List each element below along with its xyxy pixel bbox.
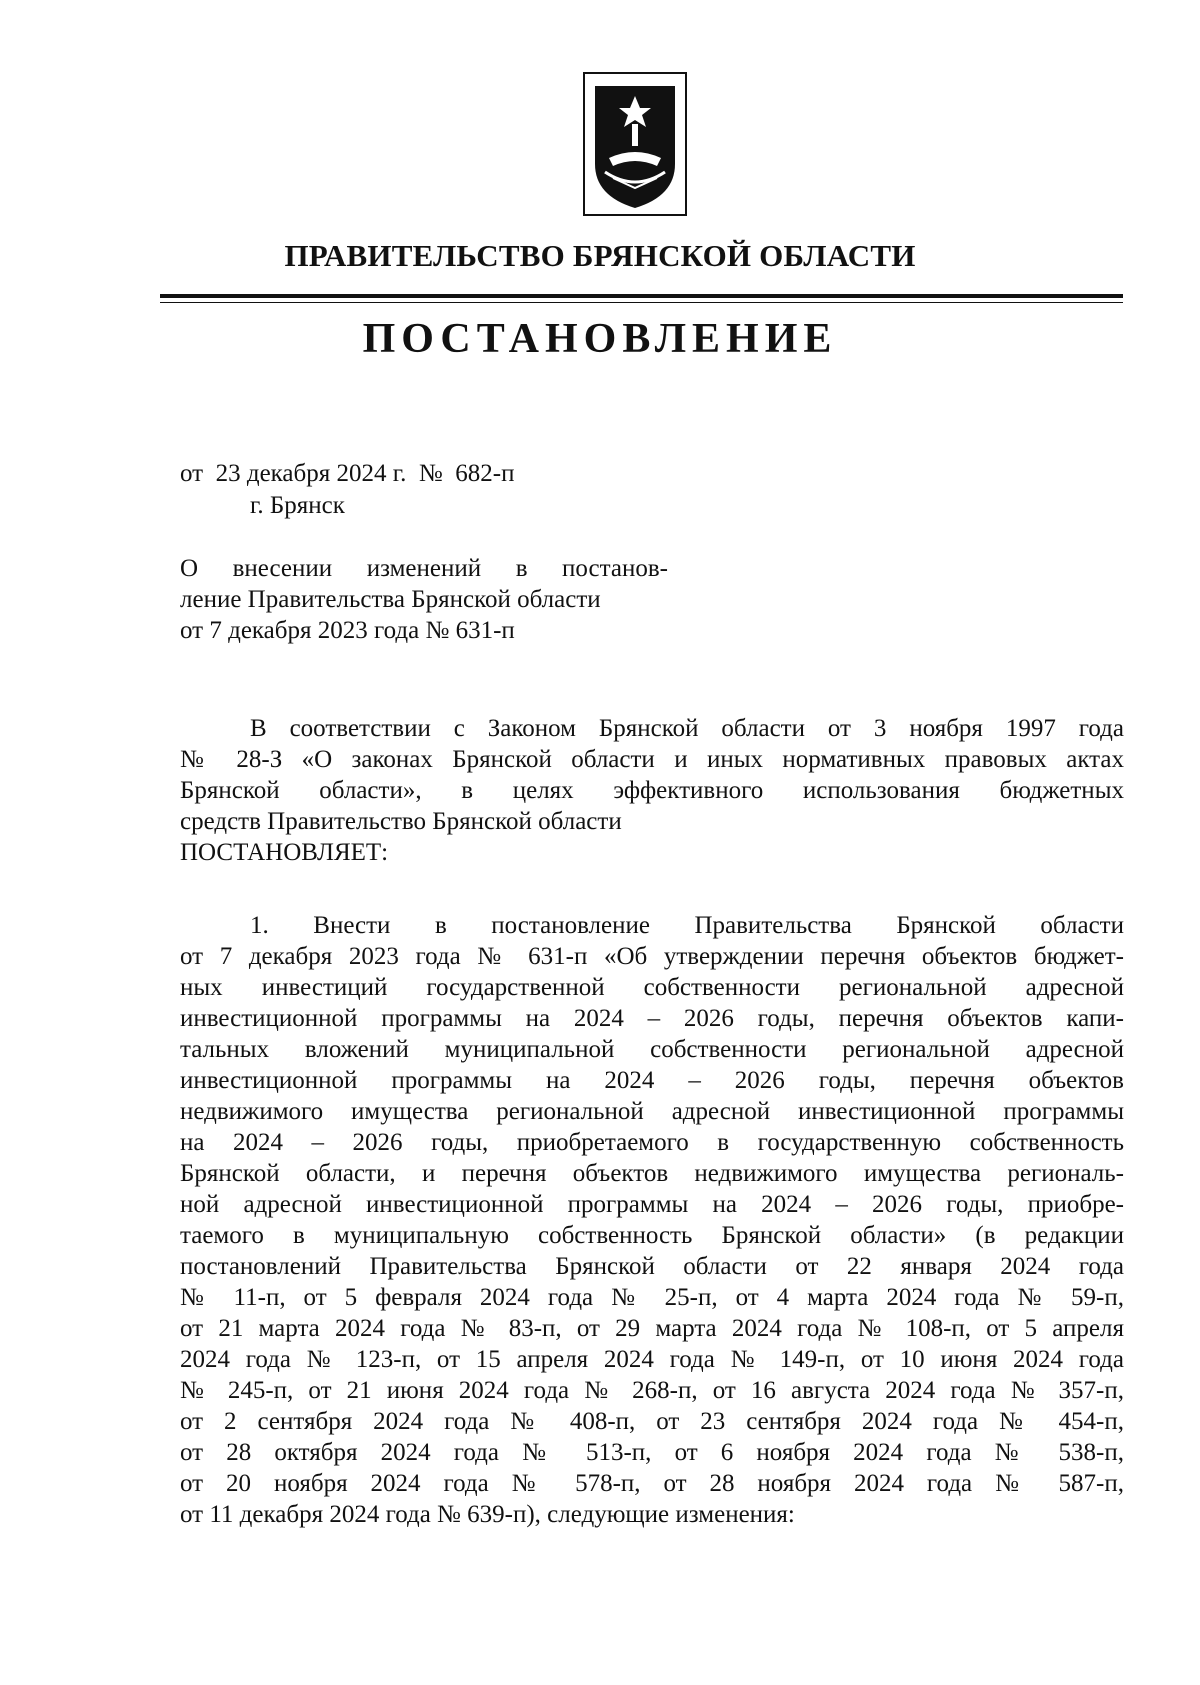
subject-line: ление Правительства Брянской области (180, 586, 601, 613)
item1-line: от 2 сентября 2024 года № 408-п, от 23 сентября 2024 года № 454-п, (180, 1408, 1124, 1435)
item1-line: 1. Внести в постановление Правительства Брянской области (250, 912, 1124, 939)
document-date-number: от 23 декабря 2024 г. № 682-п (180, 460, 515, 487)
document-type-title: ПОСТАНОВЛЕНИЕ (362, 316, 838, 362)
organization-title: ПРАВИТЕЛЬСТВО БРЯНСКОЙ ОБЛАСТИ (284, 238, 916, 273)
item1-line: № 11-п, от 5 февраля 2024 года № 25-п, от 4 марта 2024 года № 59-п, (180, 1284, 1124, 1311)
item1-line: от 11 декабря 2024 года № 639-п), следующие изменения: (180, 1501, 795, 1528)
item1-line: от 28 октября 2024 года № 513-п, от 6 ноября 2024 года № 538-п, (180, 1439, 1124, 1466)
item1-line: ной адресной инвестиционной программы на 2024 – 2026 годы, приобре- (180, 1191, 1124, 1218)
item1-line: таемого в муниципальную собственность Брянской области» (в редакции (180, 1222, 1124, 1249)
coat-of-arms-icon (583, 72, 687, 216)
resolves-heading: ПОСТАНОВЛЯЕТ: (180, 839, 389, 866)
preamble-line: В соответствии с Законом Брянской области от 3 ноября 1997 года (250, 715, 1124, 742)
item1-line: тальных вложений муниципальной собственности региональной адресной (180, 1036, 1124, 1063)
item1-line: Брянской области, и перечня объектов недвижимого имущества региональ- (180, 1160, 1124, 1187)
subject-line: от 7 декабря 2023 года № 631-п (180, 617, 515, 644)
preamble-line: Брянской области», в целях эффективного использования бюджетных (180, 777, 1124, 804)
item1-line: инвестиционной программы на 2024 – 2026 годы, перечня объектов капи- (180, 1005, 1124, 1032)
header-rule-thick (160, 294, 1123, 298)
item1-line: № 245-п, от 21 июня 2024 года № 268-п, от 16 августа 2024 года № 357-п, (180, 1377, 1124, 1404)
item1-line: от 21 марта 2024 года № 83-п, от 29 марта 2024 года № 108-п, от 5 апреля (180, 1315, 1124, 1342)
preamble-line: средств Правительство Брянской области (180, 808, 622, 835)
item1-line: на 2024 – 2026 годы, приобретаемого в государственную собственность (180, 1129, 1124, 1156)
preamble-line: № 28-З «О законах Брянской области и иных нормативных правовых актах (180, 746, 1124, 773)
document-city: г. Брянск (250, 492, 345, 519)
item1-line: инвестиционной программы на 2024 – 2026 годы, перечня объектов (180, 1067, 1124, 1094)
item1-line: 2024 года № 123-п, от 15 апреля 2024 года № 149-п, от 10 июня 2024 года (180, 1346, 1124, 1373)
header-rule-thin (160, 302, 1123, 303)
item1-line: от 20 ноября 2024 года № 578-п, от 28 ноября 2024 года № 587-п, (180, 1470, 1124, 1497)
item1-line: недвижимого имущества региональной адресной инвестиционной программы (180, 1098, 1124, 1125)
item1-line: от 7 декабря 2023 года № 631-п «Об утверждении перечня объектов бюджет- (180, 943, 1124, 970)
item1-line: постановлений Правительства Брянской области от 22 января 2024 года (180, 1253, 1124, 1280)
subject-line: О внесении изменений в постанов- (180, 555, 668, 582)
item1-line: ных инвестиций государственной собственности региональной адресной (180, 974, 1124, 1001)
